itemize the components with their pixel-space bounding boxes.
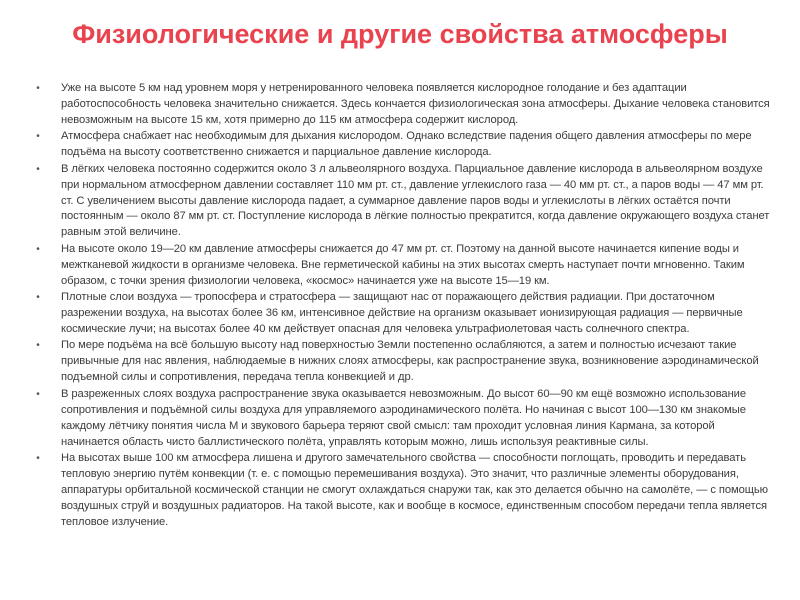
- list-item: [32, 451, 776, 531]
- list-item: [32, 242, 776, 290]
- list-item: [32, 338, 776, 386]
- paragraph-text: Атмосфера снабжает нас необходимым для дыхания кислородом. Однако вследствие падения общего давления атмосферы по мере подъёма на высоту соответственно снижается и парциальное давление кислорода.: [61, 130, 752, 159]
- bullet-icon: •: [36, 83, 40, 94]
- bullet-icon: •: [36, 292, 40, 304]
- bullet-icon: •: [36, 340, 40, 352]
- bullet-icon: •: [36, 163, 40, 175]
- paragraph-text: В лёгких человека постоянно содержится около 3 л альвеолярного воздуха. Парциальное давление кислорода в альвеолярном воздухе при нормальном атмосферном давлении составляет 110 мм рт. ст., давление углекислого газа — 40 мм рт. ст., а паров воды — 47 мм рт. ст. С увеличением высоты давление кислорода падает, а суммарное давление паров воды и углекислоты в лёгких остаётся почти постоянным — около 87 мм рт. ст. Поступление кислорода в лёгкие полностью прекратится, когда давление окружающего воздуха станет равным этой величине.: [61, 162, 770, 239]
- paragraph-text: В разреженных слоях воздуха распространение звука оказывается невозможным. До высот 60—90 км ещё возможно использование сопротивления и подъёмной силы воздуха для управляемого аэродинамического полёта. Но начиная с высот 100—130 км знакомые каждому лётчику понятия числа М и звукового барьера теряют свой смысл: там проходит условная линия Кармана, за которой начинается область чисто баллистического полёта, управлять которым можно, лишь используя реактивные силы.: [61, 387, 746, 448]
- paragraph-text: Уже на высоте 5 км над уровнем моря у нетренированного человека появляется кислородное голодание и без адаптации работоспособность человека значительно снижается. Здесь кончается физиологическая зона атмосферы. Дыхание человека становится невозможным на высоте 15 км, хотя примерно до 115 км атмосфера содержит кислород.: [61, 82, 770, 126]
- bullet-list: [32, 81, 776, 531]
- list-item: [32, 81, 776, 129]
- bullet-icon: •: [36, 243, 40, 255]
- list-item: [32, 290, 776, 338]
- bullet-icon: •: [36, 388, 40, 400]
- paragraph-text: На высотах выше 100 км атмосфера лишена и другого замечательного свойства — способности поглощать, проводить и передавать тепловую энергию путём конвекции (т. е. с помощью перемешивания воздуха). Это значит, что различные элементы оборудования, аппаратуры орбитальной космической станции не смогут охлаждаться снаружи так, как это делается обычно на самолёте, — с помощью воздушных струй и воздушных радиаторов. На такой высоте, как и вообще в космосе, единственным способом передачи тепла является тепловое излучение.: [61, 452, 768, 528]
- slide-title: Физиологические и другие свойства атмосферы: [72, 19, 728, 49]
- paragraph-text: Плотные слои воздуха — тропосфера и стратосфера — защищают нас от поражающего действия радиации. При достаточном разрежении воздуха, на высотах более 36 км, интенсивное действие на организм оказывает ионизирующая радиация — первичные космические лучи; на высотах более 40 км действует опасная для человека ультрафиолетовая часть солнечного спектра.: [61, 291, 743, 335]
- bullet-icon: •: [36, 131, 40, 143]
- bullet-icon: •: [36, 453, 40, 464]
- list-item: [32, 387, 776, 451]
- list-item: [32, 162, 776, 242]
- paragraph-text: На высоте около 19—20 км давление атмосферы снижается до 47 мм рт. ст. Поэтому на данной высоте начинается кипение воды и межтканевой жидкости в организме человека. Вне герметической кабины на этих высотах смерть наступает почти мгновенно. Таким образом, с точки зрения физиологии человека, «космос» начинается уже на высоте 15—19 км.: [61, 242, 745, 287]
- paragraph-text: По мере подъёма на всё большую высоту над поверхностью Земли постепенно ослабляются, а затем и полностью исчезают такие привычные для нас явления, наблюдаемые в нижних слоях атмосферы, как распространение звука, возникновение аэродинамической подъемной силы и сопротивления, передача тепла конвекцией и др.: [61, 339, 759, 384]
- list-item: [32, 129, 776, 161]
